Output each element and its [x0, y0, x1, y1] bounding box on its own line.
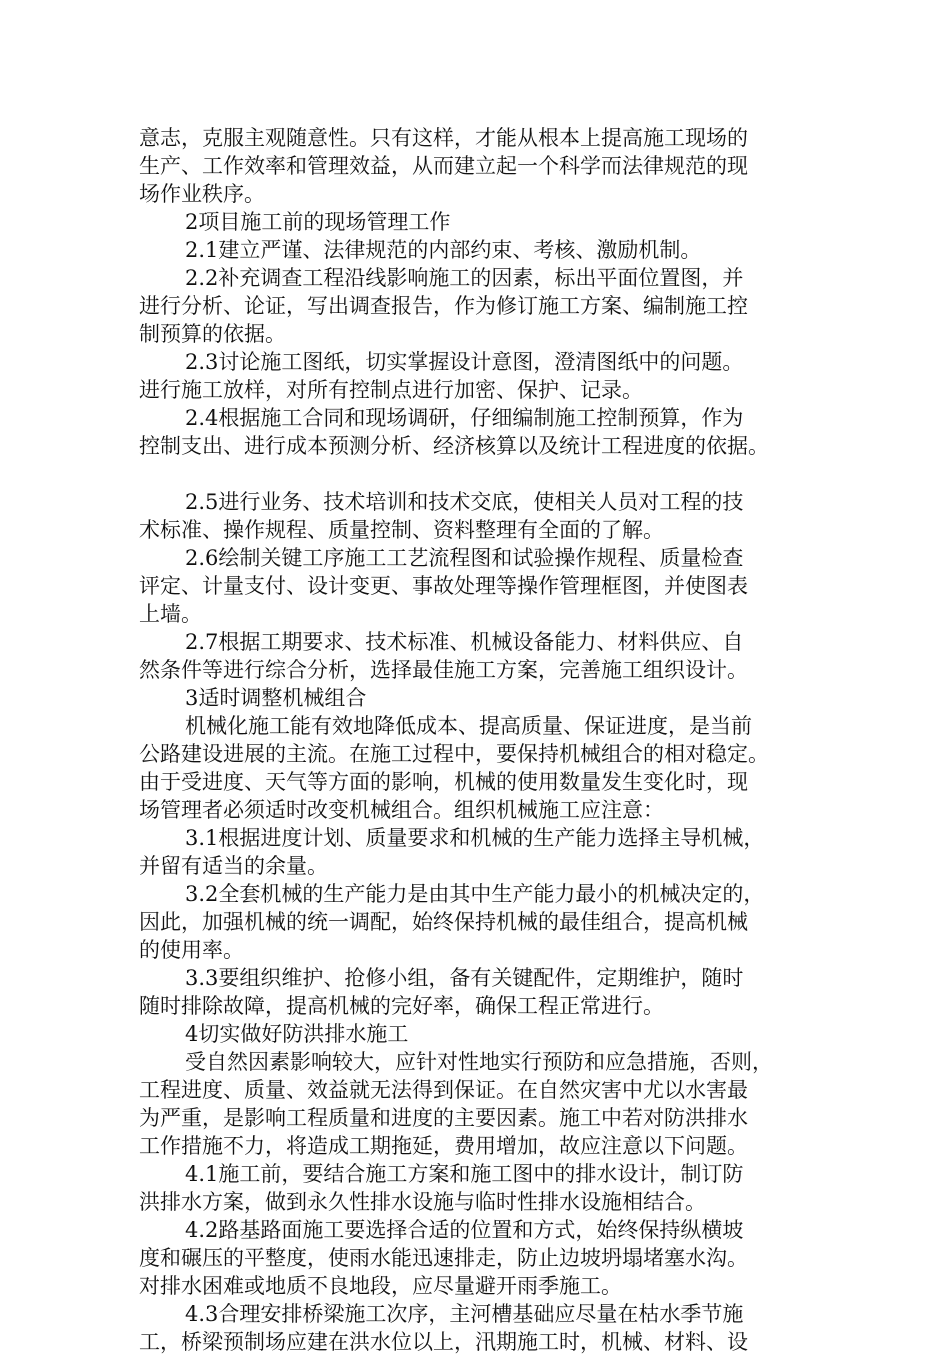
text-line: 机械化施工能有效地降低成本、提高质量、保证进度，是当前 [185, 714, 752, 738]
text-line: 公路建设进展的主流。在施工过程中，要保持机械组合的相对稳定。 [139, 742, 769, 766]
blank-line [139, 460, 819, 488]
text-line: 4.1施工前，要结合施工方案和施工图中的排水设计，制订防 [185, 1162, 744, 1186]
text-line: 由于受进度、天气等方面的影响，机械的使用数量发生变化时，现 [139, 770, 748, 794]
text-line: 术标准、操作规程、质量控制、资料整理有全面的了解。 [139, 518, 664, 542]
text-line: 意志，克服主观随意性。只有这样，才能从根本上提高施工现场的 [139, 126, 748, 150]
text-line: 受自然因素影响较大，应针对性地实行预防和应急措施，否则， [185, 1050, 773, 1074]
text-line: 场作业秩序。 [139, 182, 265, 206]
text-line: 2.5进行业务、技术培训和技术交底，使相关人员对工程的技 [185, 490, 744, 514]
text-line: 的使用率。 [139, 938, 244, 962]
text-line: 4.2路基路面施工要选择合适的位置和方式，始终保持纵横坡 [185, 1218, 744, 1242]
text-line: 场管理者必须适时改变机械组合。组织机械施工应注意： [139, 798, 664, 822]
text-line: 因此，加强机械的统一调配，始终保持机械的最佳组合，提高机械 [139, 910, 748, 934]
text-line: 上墙。 [139, 602, 202, 626]
text-line: 进行分析、论证，写出调查报告，作为修订施工方案、编制施工控 [139, 294, 748, 318]
text-line: 并留有适当的余量。 [139, 854, 328, 878]
section-heading: 2项目施工前的现场管理工作 [185, 210, 451, 234]
text-line: 工作措施不力，将造成工期拖延，费用增加，故应注意以下问题。 [139, 1134, 748, 1158]
text-line: 2.7根据工期要求、技术标准、机械设备能力、材料供应、自 [185, 630, 744, 654]
text-line: 随时排除故障，提高机械的完好率，确保工程正常进行。 [139, 994, 664, 1018]
section-heading: 3适时调整机械组合 [185, 686, 367, 710]
text-line: 制预算的依据。 [139, 322, 286, 346]
text-line: 2.1建立严谨、法律规范的内部约束、考核、激励机制。 [185, 238, 702, 262]
text-line: 工程进度、质量、效益就无法得到保证。在自然灾害中尤以水害最 [139, 1078, 748, 1102]
text-line: 为严重，是影响工程质量和进度的主要因素。施工中若对防洪排水 [139, 1106, 748, 1130]
document-body [139, 124, 819, 1356]
text-line: 控制支出、进行成本预测分析、经济核算以及统计工程进度的依据。 [139, 434, 769, 458]
text-line: 2.6绘制关键工序施工工艺流程图和试验操作规程、质量检查 [185, 546, 744, 570]
text-line: 对排水困难或地质不良地段，应尽量避开雨季施工。 [139, 1274, 622, 1298]
text-line: 生产、工作效率和管理效益，从而建立起一个科学而法律规范的现 [139, 154, 748, 178]
text-line: 度和碾压的平整度，使雨水能迅速排走，防止边坡坍塌堵塞水沟。 [139, 1246, 748, 1270]
text-line: 2.2补充调查工程沿线影响施工的因素，标出平面位置图，并 [185, 266, 744, 290]
section-heading: 4切实做好防洪排水施工 [185, 1022, 409, 1046]
text-line: 4.3合理安排桥梁施工次序，主河槽基础应尽量在枯水季节施 [185, 1302, 744, 1326]
text-line: 2.4根据施工合同和现场调研，仔细编制施工控制预算，作为 [185, 406, 744, 430]
text-line: 洪排水方案，做到永久性排水设施与临时性排水设施相结合。 [139, 1190, 706, 1214]
text-line: 3.3要组织维护、抢修小组，备有关键配件，定期维护，随时 [185, 966, 744, 990]
text-line: 2.3讨论施工图纸，切实掌握设计意图，澄清图纸中的问题。 [185, 350, 744, 374]
text-line: 工，桥梁预制场应建在洪水位以上，汛期施工时，机械、材料、设 [139, 1330, 748, 1354]
text-line: 3.1根据进度计划、质量要求和机械的生产能力选择主导机械， [185, 826, 765, 850]
text-line: 评定、计量支付、设计变更、事故处理等操作管理框图，并使图表 [139, 574, 748, 598]
text-line: 然条件等进行综合分析，选择最佳施工方案，完善施工组织设计。 [139, 658, 748, 682]
text-line: 3.2全套机械的生产能力是由其中生产能力最小的机械决定的， [185, 882, 765, 906]
text-line: 进行施工放样，对所有控制点进行加密、保护、记录。 [139, 378, 643, 402]
